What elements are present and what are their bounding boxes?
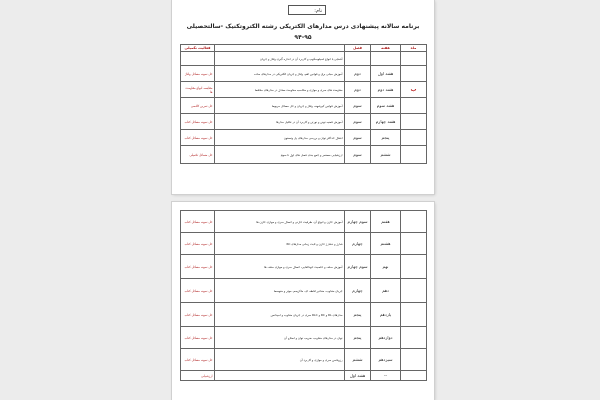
- row-week: دوازدهم: [371, 327, 401, 349]
- table-row: [181, 114, 427, 130]
- row-session: دوم: [345, 82, 371, 98]
- row-description: جریان متناوب، مقادیر لحظه ای، ماکزیمم، موثر و متوسط: [215, 279, 345, 303]
- row-month: [401, 371, 427, 381]
- table-row: [181, 327, 427, 349]
- row-activity: مقایسه انواع مقاومت ها: [181, 82, 215, 98]
- row-activity: حل نمونه مسائل ولتاژ: [181, 66, 215, 82]
- row-session: پنجم: [345, 327, 371, 349]
- row-description: آموزش سلف و خاصیت خودالقایی، اتصال سری و موازی سلف ها: [215, 255, 345, 279]
- row-description: ارزشیابی مستمر و جمع بندی فصل های اول تا سوم: [215, 146, 345, 164]
- row-description: انتقال حداکثر توان و بررسی مدارهای پل وتستون: [215, 130, 345, 146]
- table-row: [181, 349, 427, 371]
- row-month: [401, 255, 427, 279]
- row-month: [401, 98, 427, 114]
- row-description: شارژ و دشارژ خازن و ثابت زمانی مدارهای RC: [215, 233, 345, 255]
- row-session: سوم چهارم: [345, 255, 371, 279]
- header-activity: فعالیت تکمیلی: [181, 45, 215, 52]
- table-row: [181, 82, 427, 98]
- row-activity: حل نمونه مسائل کتاب: [181, 255, 215, 279]
- table-header-row: [181, 45, 427, 52]
- row-session: هفته اول: [345, 371, 371, 381]
- table-row: [181, 146, 427, 164]
- row-activity: حل مسائل تکمیلی: [181, 146, 215, 164]
- row-session: پنجم: [345, 303, 371, 327]
- row-week: [371, 52, 401, 66]
- plan-table-page-1: [180, 44, 427, 164]
- row-activity: حل نمونه مسائل کتاب: [181, 114, 215, 130]
- row-month: [401, 114, 427, 130]
- plan-table-page-2: [180, 210, 427, 381]
- row-session: چهارم: [345, 233, 371, 255]
- row-session: [345, 52, 371, 66]
- row-week: پنجم: [371, 130, 401, 146]
- row-month: [401, 130, 427, 146]
- row-description: رزونانس سری و موازی و کاربرد آن: [215, 349, 345, 371]
- table-row: [181, 130, 427, 146]
- header-week: هفته: [371, 45, 401, 52]
- row-description: آموزش قوانین کیرشهف ولتاژ و جریان و حل مسائل مربوط: [215, 98, 345, 114]
- document-title: برنامه سالانه پیشنهادی درس مدارهای الکتریکی رشته الکتروتکنیک -سالتحصیلی: [186, 23, 420, 30]
- row-week: هفته چهارم: [371, 114, 401, 130]
- row-month: [401, 211, 427, 233]
- row-activity: حل تمرین کلاسی: [181, 98, 215, 114]
- row-description: آموزش خازن و انواع آن، ظرفیت خازنی و اتصال سری و موازی خازن ها: [215, 211, 345, 233]
- table-row: [181, 52, 427, 66]
- row-session: ششم: [345, 349, 371, 371]
- document-page-1: [172, 0, 434, 194]
- row-session: چهارم: [345, 279, 371, 303]
- table-row: [181, 303, 427, 327]
- row-activity: حل نمونه مسائل کتاب: [181, 211, 215, 233]
- table-row: [181, 371, 427, 381]
- row-week: هشتم: [371, 233, 401, 255]
- row-month: ب: [401, 82, 427, 98]
- row-week: سیزدهم: [371, 349, 401, 371]
- row-description: آشنایی با انواع اسیلوسکوپ و کاربرد آن در اندازه گیری ولتاژ و جریان: [215, 52, 345, 66]
- row-session: سوم: [345, 114, 371, 130]
- table-row: [181, 98, 427, 114]
- document-year: ۹۴-۹۵: [294, 34, 312, 41]
- table-row: [181, 66, 427, 82]
- row-description: مدارهای RL و RC و RLC سری در جریان متناوب و امپدانس: [215, 303, 345, 327]
- row-week: دهم: [371, 279, 401, 303]
- row-week: نهم: [371, 255, 401, 279]
- row-activity: حل نمونه مسائل کتاب: [181, 233, 215, 255]
- row-activity: [181, 52, 215, 66]
- row-activity: حل نمونه مسائل کتاب: [181, 327, 215, 349]
- row-description: آموزش مبانی برق و قوانین اهم، ولتاژ و جریان الکتریکی در مدارهای ساده: [215, 66, 345, 82]
- row-week: --: [371, 371, 401, 381]
- row-session: سوم: [345, 146, 371, 164]
- row-session: سوم: [345, 130, 371, 146]
- row-description: آموزش قضیه تونن و نورتن و کاربرد آن در تحلیل مدارها: [215, 114, 345, 130]
- header-session: فصل: [345, 45, 371, 52]
- header-description: [215, 45, 345, 52]
- row-month: [401, 303, 427, 327]
- row-month: [401, 233, 427, 255]
- row-week: هفتم: [371, 211, 401, 233]
- document-page-2: [172, 202, 434, 400]
- row-description: [215, 371, 345, 381]
- table-row: [181, 279, 427, 303]
- row-activity: حل نمونه مسائل کتاب: [181, 279, 215, 303]
- row-week: هفته دوم: [371, 82, 401, 98]
- row-month: [401, 66, 427, 82]
- row-description: مقاومت های سری و موازی و محاسبه مقاومت معادل در مدارهای مختلط: [215, 82, 345, 98]
- table-row: [181, 233, 427, 255]
- row-week: هفته سوم: [371, 98, 401, 114]
- row-week: ششم: [371, 146, 401, 164]
- row-month: [401, 327, 427, 349]
- header-month: ماه: [401, 45, 427, 52]
- row-activity: حل نمونه مسائل کتاب: [181, 349, 215, 371]
- row-session: دوم: [345, 66, 371, 82]
- name-field-box: [288, 5, 326, 15]
- row-activity: حل نمونه مسائل کتاب: [181, 130, 215, 146]
- row-session: سوم: [345, 98, 371, 114]
- table-row: [181, 255, 427, 279]
- name-label: نام:: [314, 8, 322, 14]
- row-week: یازدهم: [371, 303, 401, 327]
- row-month: [401, 279, 427, 303]
- row-description: توان در مدارهای متناوب، ضریب توان و اصلاح آن: [215, 327, 345, 349]
- table-row: [181, 211, 427, 233]
- row-month: [401, 349, 427, 371]
- row-activity: حل نمونه مسائل کتاب: [181, 303, 215, 327]
- row-week: هفته اول: [371, 66, 401, 82]
- row-session: سوم چهارم: [345, 211, 371, 233]
- row-activity: ارزشیابی: [181, 371, 215, 381]
- row-month: [401, 52, 427, 66]
- row-month: [401, 146, 427, 164]
